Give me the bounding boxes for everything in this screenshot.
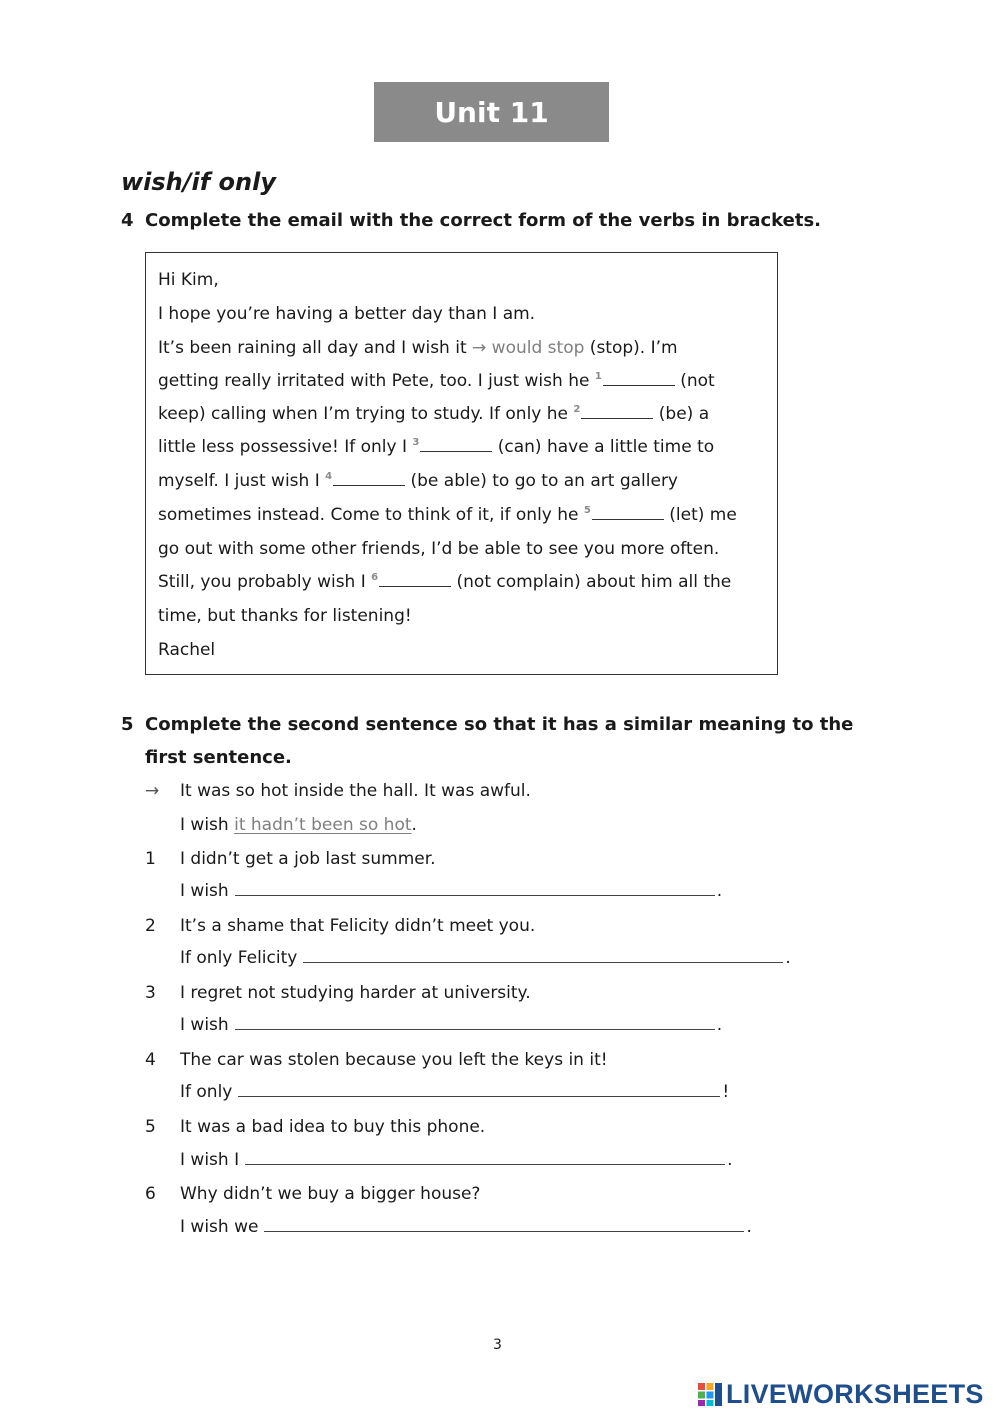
gap-3-blank[interactable]	[420, 450, 492, 452]
email-text: myself. I just wish I	[158, 471, 326, 491]
item-stem: If only	[180, 1082, 233, 1102]
email-text: (not	[674, 371, 715, 391]
item-answer-line	[180, 881, 722, 901]
item-end: .	[727, 1150, 733, 1170]
item-answer-line	[180, 1015, 722, 1035]
unit-title: Unit 11	[434, 95, 549, 129]
item-end: .	[746, 1217, 752, 1237]
section-heading: wish/if only	[121, 168, 277, 196]
item-number: 6	[145, 1184, 156, 1204]
exercise-number: 5	[121, 714, 134, 735]
liveworksheets-logo-icon	[697, 1381, 723, 1407]
item-end: .	[716, 1015, 723, 1035]
item-stem: If only Felicity	[180, 948, 298, 968]
item-6-answer-blank[interactable]	[264, 1230, 744, 1232]
exercise-4-title	[0, 204, 1000, 237]
example-arrow: →	[145, 781, 160, 801]
item-4-answer-blank[interactable]	[238, 1095, 720, 1097]
gap-number: 2	[573, 404, 581, 415]
email-text: keep) calling when I’m trying to study. If only he	[158, 404, 574, 424]
email-text: little less possessive! If only I	[158, 437, 413, 457]
email-line-gap-1	[158, 371, 715, 391]
example-end: .	[411, 815, 417, 835]
item-number: 4	[145, 1050, 156, 1070]
example-stem: I wish	[180, 815, 235, 835]
gap-5-blank[interactable]	[592, 518, 664, 520]
email-signoff: Rachel	[158, 640, 216, 660]
example-arrow: →	[472, 338, 487, 358]
email-text: (can) have a little time to	[492, 437, 715, 457]
item-prompt: It’s a shame that Felicity didn’t meet you.	[180, 916, 536, 936]
gap-number: 1	[594, 371, 602, 382]
item-number: 5	[145, 1117, 156, 1137]
item-prompt: Why didn’t we buy a bigger house?	[180, 1184, 481, 1204]
gap-6-blank[interactable]	[379, 585, 451, 587]
item-answer-line	[180, 1082, 729, 1102]
item-end: .	[716, 881, 723, 901]
gap-2-blank[interactable]	[581, 417, 653, 419]
email-text: Still, you probably wish I	[158, 572, 372, 592]
liveworksheets-watermark[interactable]	[697, 1377, 984, 1411]
item-stem: I wish	[180, 881, 229, 901]
email-text: sometimes instead. Come to think of it, if only he	[158, 505, 584, 525]
item-prompt: I didn’t get a job last summer.	[180, 849, 436, 869]
exercise-number: 4	[121, 210, 134, 231]
gap-1-blank[interactable]	[603, 384, 675, 386]
email-text: It’s been raining all day and I wish it	[158, 338, 473, 358]
item-3-answer-blank[interactable]	[235, 1028, 715, 1030]
item-number: 2	[145, 916, 156, 936]
example-answer: would stop	[486, 338, 585, 358]
gap-4-blank[interactable]	[333, 484, 405, 486]
email-greeting: Hi Kim,	[158, 270, 219, 290]
gap-number: 5	[583, 505, 591, 516]
email-text: (let) me	[663, 505, 737, 525]
item-number: 3	[145, 983, 156, 1003]
item-2-answer-blank[interactable]	[303, 961, 783, 963]
email-line-gap-4	[158, 471, 678, 491]
example-answer: it hadn’t been so hot	[234, 815, 412, 835]
exercise-instruction: Complete the second sentence so that it has a similar meaning to the	[145, 714, 854, 735]
page-number: 3	[493, 1337, 502, 1353]
exercise-5-title	[0, 708, 1000, 741]
item-end: .	[785, 948, 791, 968]
email-line-gap-2	[158, 404, 709, 424]
example-prompt: It was so hot inside the hall. It was awful.	[180, 781, 531, 801]
item-stem: I wish we	[180, 1217, 259, 1237]
brand-name: LIVEWORKSHEETS	[726, 1378, 984, 1409]
gap-number: 6	[371, 572, 379, 583]
item-answer-line	[180, 1150, 733, 1170]
exercise-instruction: Complete the email with the correct form of the verbs in brackets.	[145, 210, 822, 231]
gap-number: 3	[412, 437, 420, 448]
email-line-example	[158, 338, 678, 358]
item-prompt: It was a bad idea to buy this phone.	[180, 1117, 486, 1137]
email-text: (be) a	[653, 404, 710, 424]
email-line-gap-6	[158, 572, 731, 592]
email-text: (stop). I’m	[584, 338, 678, 358]
item-answer-line	[180, 1217, 752, 1237]
email-line: time, but thanks for listening!	[158, 606, 412, 626]
item-stem: I wish I	[180, 1150, 240, 1170]
email-text: (be able) to go to an art gallery	[405, 471, 678, 491]
item-prompt: The car was stolen because you left the keys in it!	[180, 1050, 608, 1070]
item-end: !	[722, 1082, 730, 1102]
item-number: 1	[145, 849, 156, 869]
unit-title-banner	[374, 82, 609, 142]
email-line-gap-5	[158, 505, 737, 525]
email-line: I hope you’re having a better day than I am.	[158, 304, 536, 324]
item-stem: I wish	[180, 1015, 229, 1035]
email-text: (not complain) about him all the	[451, 572, 732, 592]
item-5-answer-blank[interactable]	[245, 1163, 725, 1165]
item-answer-line	[180, 948, 791, 968]
item-1-answer-blank[interactable]	[235, 894, 715, 896]
item-prompt: I regret not studying harder at university.	[180, 983, 531, 1003]
example-answer-line	[180, 815, 417, 835]
exercise-5-title-cont: first sentence.	[145, 747, 292, 768]
email-text: getting really irritated with Pete, too. I just wish he	[158, 371, 595, 391]
email-line-gap-3	[158, 437, 714, 457]
email-line: go out with some other friends, I’d be able to see you more often.	[158, 539, 720, 559]
gap-number: 4	[325, 471, 333, 482]
